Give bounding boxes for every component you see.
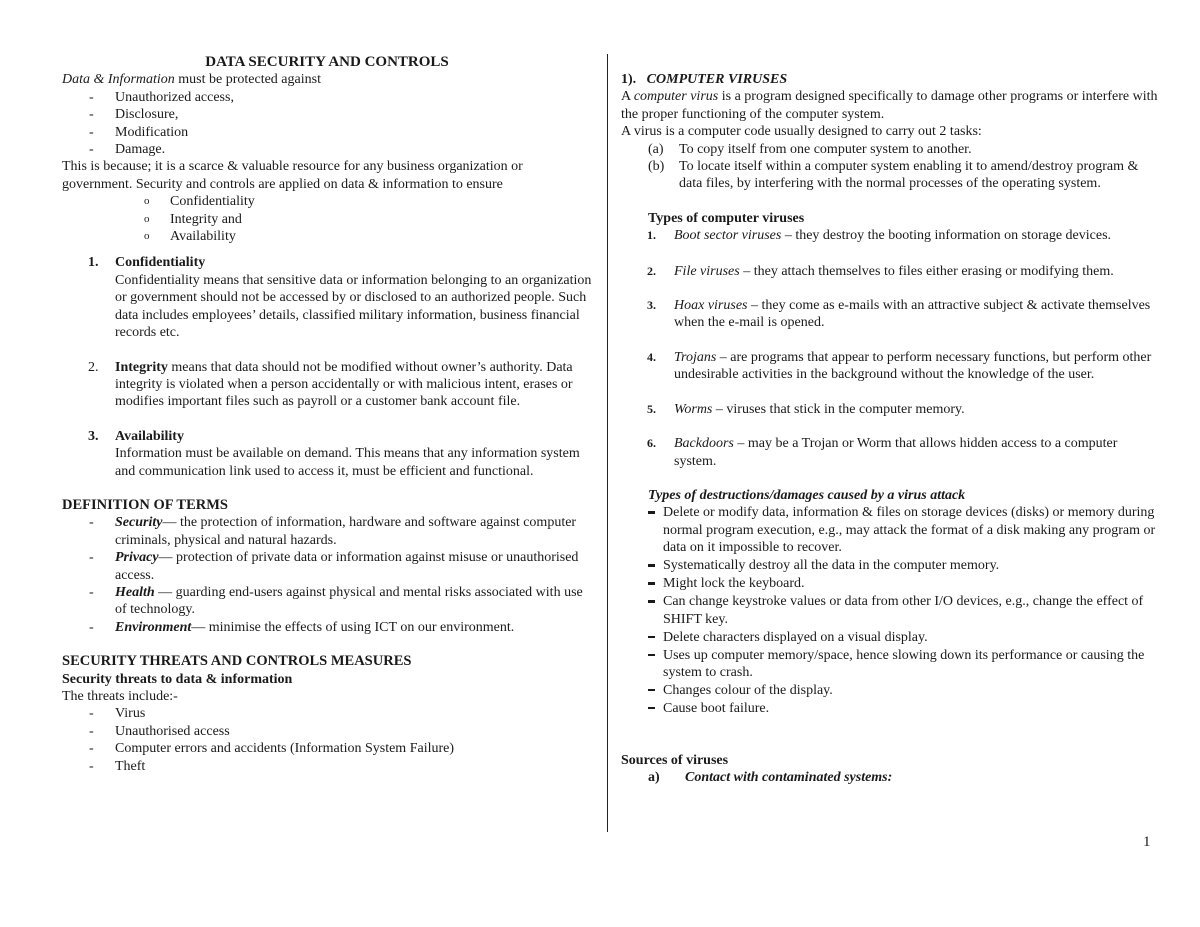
document-title: DATA SECURITY AND CONTROLS <box>205 54 449 70</box>
list-item: Systematically destroy all the data in the computer memory. <box>621 557 1161 574</box>
tasks-list <box>621 141 1161 193</box>
intro-line <box>62 71 592 88</box>
section-body: Information must be available on demand. This means that any information system and communication link used to access it, must be efficient and functional. <box>115 446 580 479</box>
section-title-line: 1). COMPUTER VIRUSES <box>621 72 788 87</box>
list-item: 1. Boot sector viruses – they destroy the booting information on storage devices. <box>647 228 1112 244</box>
because-paragraph: This is because; it is a scarce & valuable resource for any business organization or government. Security and controls are applied on data & information to ensure <box>62 159 523 192</box>
sources-list <box>621 769 1161 786</box>
definition-item: - Security— the protection of information, hardware and software against computer criminals, physical and natural hazards. <box>89 515 577 548</box>
list-item: o Integrity and <box>144 211 242 227</box>
section-heading: Availability <box>115 428 184 444</box>
virus-definition: A computer virus is a program designed specifically to damage other programs or interfere with the proper functioning of the computer system. <box>621 89 1158 122</box>
list-item: - Modification <box>89 124 189 140</box>
definition-item: - Privacy— protection of private data or information against misuse or unauthorised access. <box>89 550 579 583</box>
section-heading: Integrity <box>115 359 168 375</box>
page-number: 1 <box>1143 834 1151 850</box>
left-column <box>62 54 592 775</box>
list-item: Cause boot failure. <box>621 700 1161 717</box>
list-item: (a) To copy itself from one computer system to another. <box>648 141 972 157</box>
list-item: Can change keystroke values or data from other I/O devices, e.g., change the effect of SHIFT key. <box>621 593 1161 628</box>
list-item: 4. Trojans – are programs that appear to perform necessary functions, but perform other undesirable activities in the background without the knowledge of the user. <box>647 349 1152 383</box>
threats-intro: The threats include:- <box>62 689 178 704</box>
list-item: o Availability <box>144 229 236 245</box>
types-heading: Types of computer viruses <box>648 210 805 226</box>
list-item: - Computer errors and accidents (Information System Failure) <box>89 741 455 757</box>
list-item: 2. File viruses – they attach themselves to files either erasing or modifying them. <box>647 263 1114 279</box>
list-item: - Unauthorised access <box>89 723 230 739</box>
section-availability: 3. Availability Information must be available on demand. This means that any information system and communication link used to access it, must be efficient and functional. <box>62 428 592 480</box>
right-column <box>621 54 1161 787</box>
list-item: 5. Worms – viruses that stick in the computer memory. <box>647 401 965 417</box>
definition-item: - Environment— minimise the effects of using ICT on our environment. <box>89 619 515 635</box>
section-title: COMPUTER VIRUSES <box>646 72 788 87</box>
ensure-list <box>62 193 592 245</box>
section-heading: Confidentiality <box>115 255 206 271</box>
list-item: 3. Hoax viruses – they come as e-mails with an attractive subject & activate themselves when the e-mail is opened. <box>647 298 1151 331</box>
list-item: Uses up computer memory/space, hence slowing down its performance or causing the system to crash. <box>621 647 1161 682</box>
intro-rest: must be protected against <box>174 72 321 88</box>
virus-types-list <box>621 227 1161 470</box>
list-item: (b) To locate itself within a computer system enabling it to amend/destroy program & data files, by interfering with the normal processes of the operating system. <box>648 159 1139 192</box>
list-item: Changes colour of the display. <box>621 682 1161 699</box>
definitions-heading: DEFINITION OF TERMS <box>62 496 228 513</box>
list-item: Delete characters displayed on a visual display. <box>621 629 1161 646</box>
threats-list <box>62 705 592 775</box>
list-item: Might lock the keyboard. <box>621 575 1161 592</box>
tasks-intro: A virus is a computer code usually designed to carry out 2 tasks: <box>621 124 982 140</box>
list-item: Delete or modify data, information & files on storage devices (disks) or memory during normal program execution, e.g., may attack the format of a disk making any program or data on it impossible to recover. <box>621 504 1161 556</box>
protect-against-list <box>62 89 592 159</box>
damages-list <box>621 504 1161 717</box>
list-item: - Damage. <box>89 142 166 158</box>
column-divider <box>607 54 608 832</box>
threats-subheading: Security threats to data & information <box>62 671 293 687</box>
list-item: o Confidentiality <box>144 194 255 210</box>
list-item: a) Contact with contaminated systems: <box>648 770 893 786</box>
list-item: - Unauthorized access, <box>89 89 234 105</box>
definition-item: - Health — guarding end-users against physical and mental risks associated with use of technology. <box>89 584 583 618</box>
list-item: 6. Backdoors – may be a Trojan or Worm that allows hidden access to a computer system. <box>647 436 1118 469</box>
list-item: - Disclosure, <box>89 107 179 123</box>
threats-heading: SECURITY THREATS AND CONTROLS MEASURES <box>62 653 412 670</box>
damages-heading: Types of destructions/damages caused by a virus attack <box>648 487 966 503</box>
list-item: - Theft <box>89 758 146 774</box>
section-body: means that data should not be modified without owner’s authority. Data integrity is violated when a person accidentally or with malicious intent, erases or modifies important files such as payroll or a customer bank account file. <box>115 359 573 410</box>
section-integrity: 2. Integrity means that data should not be modified without owner’s authority. Data integrity is violated when a person accidentally or with malicious intent, erases or modifies important files such as payroll or a customer bank account file. <box>88 359 573 410</box>
section-confidentiality: 1. Confidentiality Confidentiality means that sensitive data or information belonging to an organization or government should not be accessed by or disclosed to an authorized people. Such data includes employees’ details, classified military information, business financial records etc. <box>88 255 592 341</box>
intro-italic: Data & Information <box>62 72 175 88</box>
sources-heading: Sources of viruses <box>621 752 729 768</box>
list-item: - Virus <box>89 706 146 722</box>
section-body: Confidentiality means that sensitive data or information belonging to an organization or government should not be accessed by or disclosed to an authorized people. Such data includes employees’ details, classified military information, business financial records etc. <box>115 272 592 341</box>
definitions-list <box>62 514 592 636</box>
